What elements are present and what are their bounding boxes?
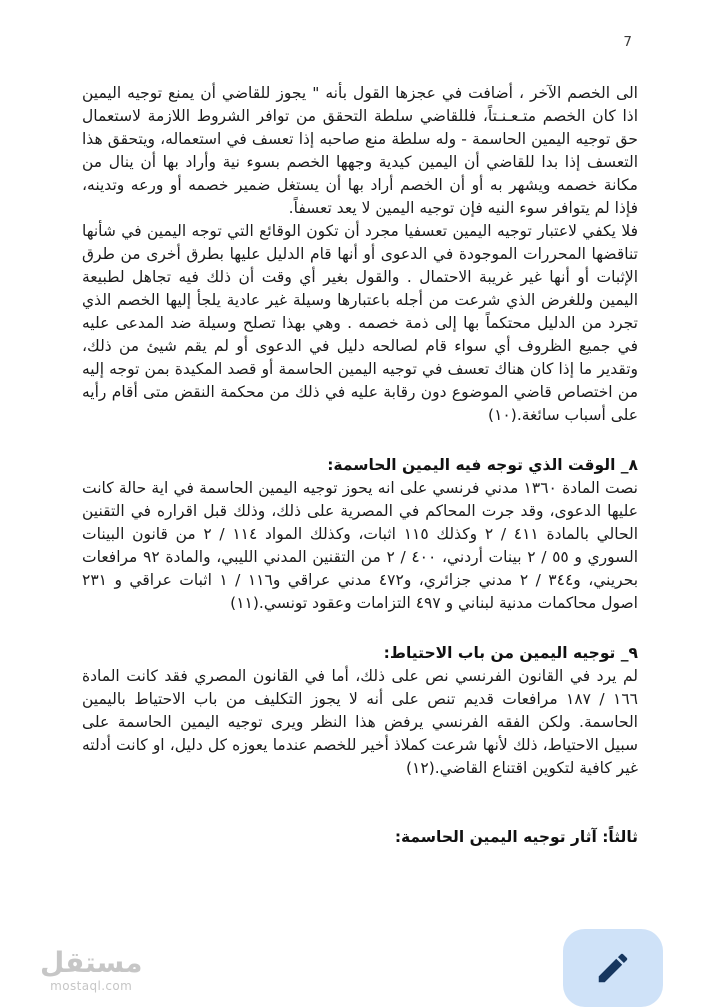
document-body xyxy=(82,82,638,849)
section-heading-third: ثالثاً: آثار توجيه اليمين الحاسمة: xyxy=(394,828,638,846)
section-heading-9: ٩_ توجيه اليمين من باب الاحتياط: xyxy=(383,644,638,662)
section-heading-8: ٨_ الوقت الذي توجه فيه اليمين الحاسمة: xyxy=(327,456,638,474)
watermark-domain: mostaql.com xyxy=(50,979,133,993)
watermark-logo-text: مستقل xyxy=(40,946,143,980)
paragraph: نصت المادة ١٣٦٠ مدني فرنسي على انه يحوز توجيه اليمين الحاسمة في اية حالة كانت عليها الدعوى، وقد جرت المحاكم في المصرية على ذلك، وذلك قبل اقراره في التقنين الحالي بالمادة ٤١١ / ٢ وكذلك ١١٥ اثبات، وكذلك المواد ١١٤ / ٢ من قانون البينات السوري و ٥٥ / ٢ بينات أردني، ٤٠٠ / ٢ من التقنين المدني الليبي، والمادة ٩٢ مرافعات بحريني، و٣٤٤ / ٢ مدني جزائري، و٤٧٢ مدني عراقي و١١٦ / ١ اثبات عراقي و ٢٣١ اصول محاكمات مدنية لبناني و ٤٩٧ التزامات وعقود تونسي.(١١) xyxy=(82,479,639,612)
paragraph: لم يرد في القانون الفرنسي نص على ذلك، أما في القانون المصري فقد كانت المادة ١٦٦ / ١٨٧ مرافعات قديم تنص على أنه لا يجوز التكليف من باب الاحتياط باليمين الحاسمة. ولكن الفقه الفرنسي يرفض هذا النظر ويرى توجيه اليمين الحاسمة على سبيل الاحتياط، ذلك لأنها شرعت كملاذ أخير للخصم عندما يعوزه كل دليل، او كانت أدلته غير كافية لتكوين اقتناع القاضي.(١٢) xyxy=(82,667,638,777)
pencil-icon xyxy=(594,949,632,987)
watermark xyxy=(40,948,142,993)
paragraph: الى الخصم الآخر ، أضافت في عجزها القول بأنه " يجوز للقاضي أن يمنع توجيه اليمين اذا كان الخصم متـعـنـتاً، فللقاضي سلطة التحقق من توافر الشروط اللازمة لاستعمال حق توجيه اليمين الحاسمة - وله سلطة منع صاحبه إذا تعسف في استعماله، ويتحقق هذا التعسف إذا بدا للقاضي أن اليمين كيدية وجهها الخصم بسوء نية وأراد بها أن ينال من مكانة خصمه ويشهر به أو أن الخصم أراد بها أن يستغل ضمير خصمه أو ورعه وتدينه، فإذا لم يتوافر سوء النيه فإن توجيه اليمين لا يعد تعسفاً. xyxy=(82,84,638,217)
paragraph: فلا يكفي لاعتبار توجيه اليمين تعسفيا مجرد أن تكون الوقائع التي توجه اليمين في شأنها تناقضها المحررات الموجودة في الدعوى أو أنها قام الدليل عليها بطرق أخرى من طرق الإثبات أو أنها غير غريبة الاحتمال . والقول بغير أي وقت أن ذلك فيه تجاهل لطبيعة اليمين وللغرض الذي شرعت من أجله باعتبارها وسيلة غير عادية يلجأ إليها الخصم الذي تجرد من الدليل محتكماً بها إلى ذمة خصمه . وهي بهذا تصلح وسيلة ضد المدعى عليه في جميع الظروف أي سواء قام لصالحه دليل في الدعوى أو لم يقم شيئ من ذلك، وتقدير ما إذا كان هناك تعسف في توجيه اليمين الحاسمة أو قصد المكيدة بمن توجه إليه من اختصاص قاضي الموضوع دون رقابة عليه في ذلك من محكمة النقض متى أقام رأيه على أسباب سائغة.(١٠) xyxy=(82,222,638,424)
page-number: 7 xyxy=(623,34,632,50)
edit-button[interactable] xyxy=(563,929,663,1007)
